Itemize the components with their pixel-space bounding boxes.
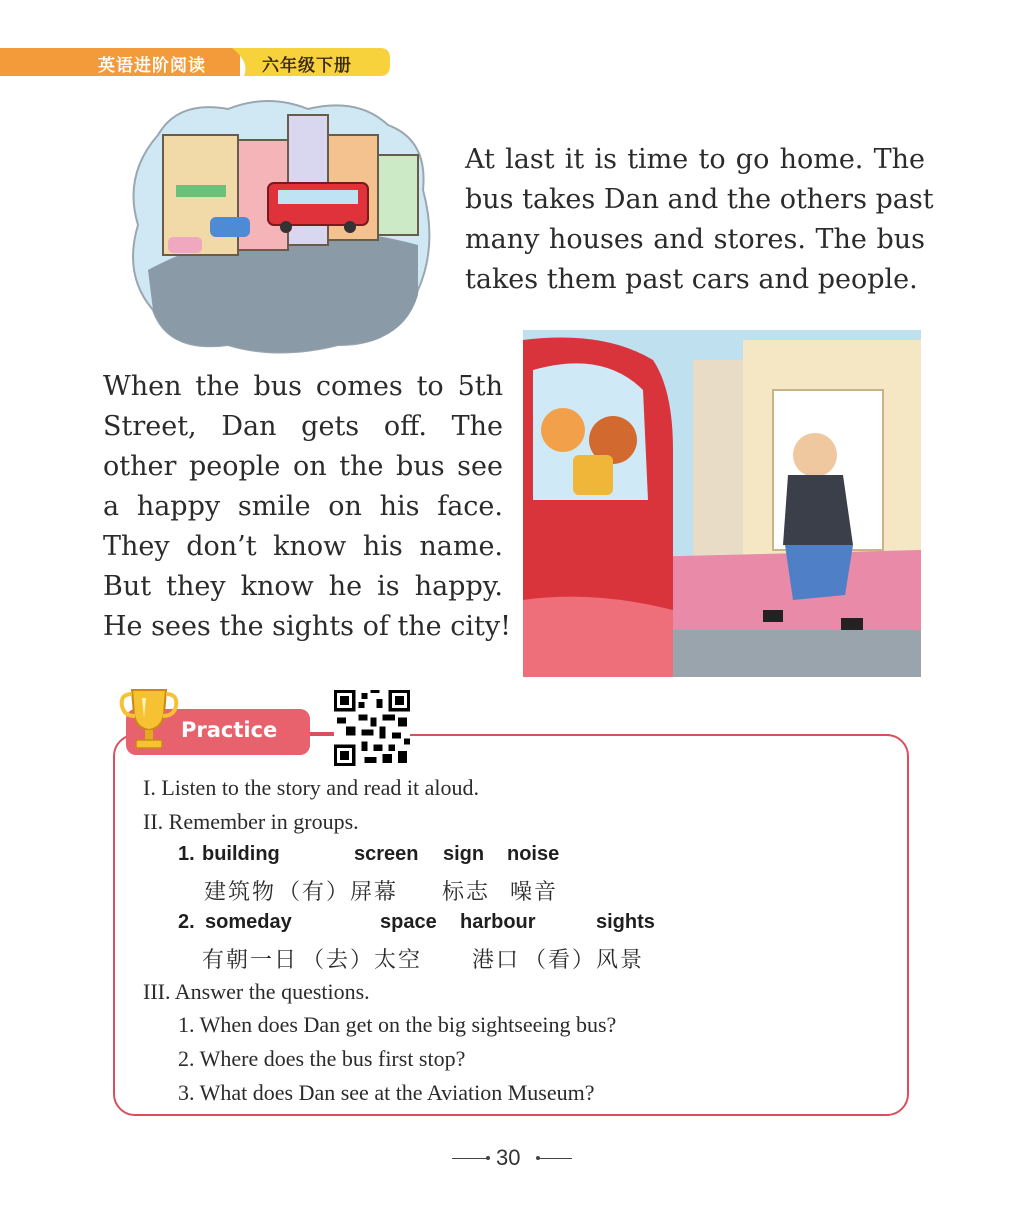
city-street-illustration [118,95,440,357]
page-number-dot-left [486,1156,490,1160]
word-someday: someday [205,911,292,933]
question-2: 2. Where does the bus first stop? [178,1046,466,1071]
practice-section-1: I. Listen to the story and read it aloud. [143,775,480,800]
word-harbour: harbour [460,911,536,933]
story-line: He sees the sights of the city! [103,611,511,642]
zh-noise: 噪音 [510,880,559,905]
series-title: 英语进阶阅读 [98,56,206,76]
story-line: many houses and stores. The bus [465,224,925,255]
practice-section-2: II. Remember in groups. [143,809,359,834]
story-line: a happy smile on his face. [103,491,503,522]
story-paragraph-2 [103,367,511,647]
story-line: takes them past cars and people. [465,264,918,295]
group2-number: 2. [178,911,195,933]
story-line: bus takes Dan and the others past [465,184,934,215]
zh-harbour: 港口 [472,948,521,973]
zh-someday: 有朝一日 [202,948,299,973]
question-1: 1. When does Dan get on the big sightseeing bus? [178,1012,617,1037]
zh-screen: （有）屏幕 [278,880,399,905]
story-line: When the bus comes to 5th [103,371,503,402]
story-line: They don’t know his name. [103,531,503,562]
story-line: Street, Dan gets off. The [103,411,503,442]
word-sights: sights [596,911,655,933]
word-space: space [380,911,437,933]
zh-building: 建筑物 [204,880,277,905]
story-paragraph-1 [465,140,934,300]
word-noise: noise [507,843,560,865]
grade-label: 六年级下册 [262,56,352,76]
page-number-rule-left [452,1158,488,1159]
zh-sights: （看）风景 [524,948,645,973]
trophy-icon [118,684,180,754]
word-screen: screen [354,843,419,865]
story-line: other people on the bus see [103,451,503,482]
practice-section-3: III. Answer the questions. [143,979,370,1004]
practice-connector [310,732,336,734]
story-line: But they know he is happy. [103,571,503,602]
page-number-rule-right [538,1158,572,1159]
word-sign: sign [443,843,485,865]
question-3: 3. What does Dan see at the Aviation Museum? [178,1080,595,1105]
word-building: building [202,843,280,865]
practice-label: Practice [181,718,278,742]
qr-code-icon[interactable] [334,690,410,766]
page-number: 30 [496,1145,521,1170]
story-line: At last it is time to go home. The [465,144,925,175]
zh-sign: 标志 [442,880,491,905]
group1-number: 1. [178,843,195,865]
dan-leaving-bus-illustration [523,330,921,677]
zh-space: （去）太空 [302,948,423,973]
